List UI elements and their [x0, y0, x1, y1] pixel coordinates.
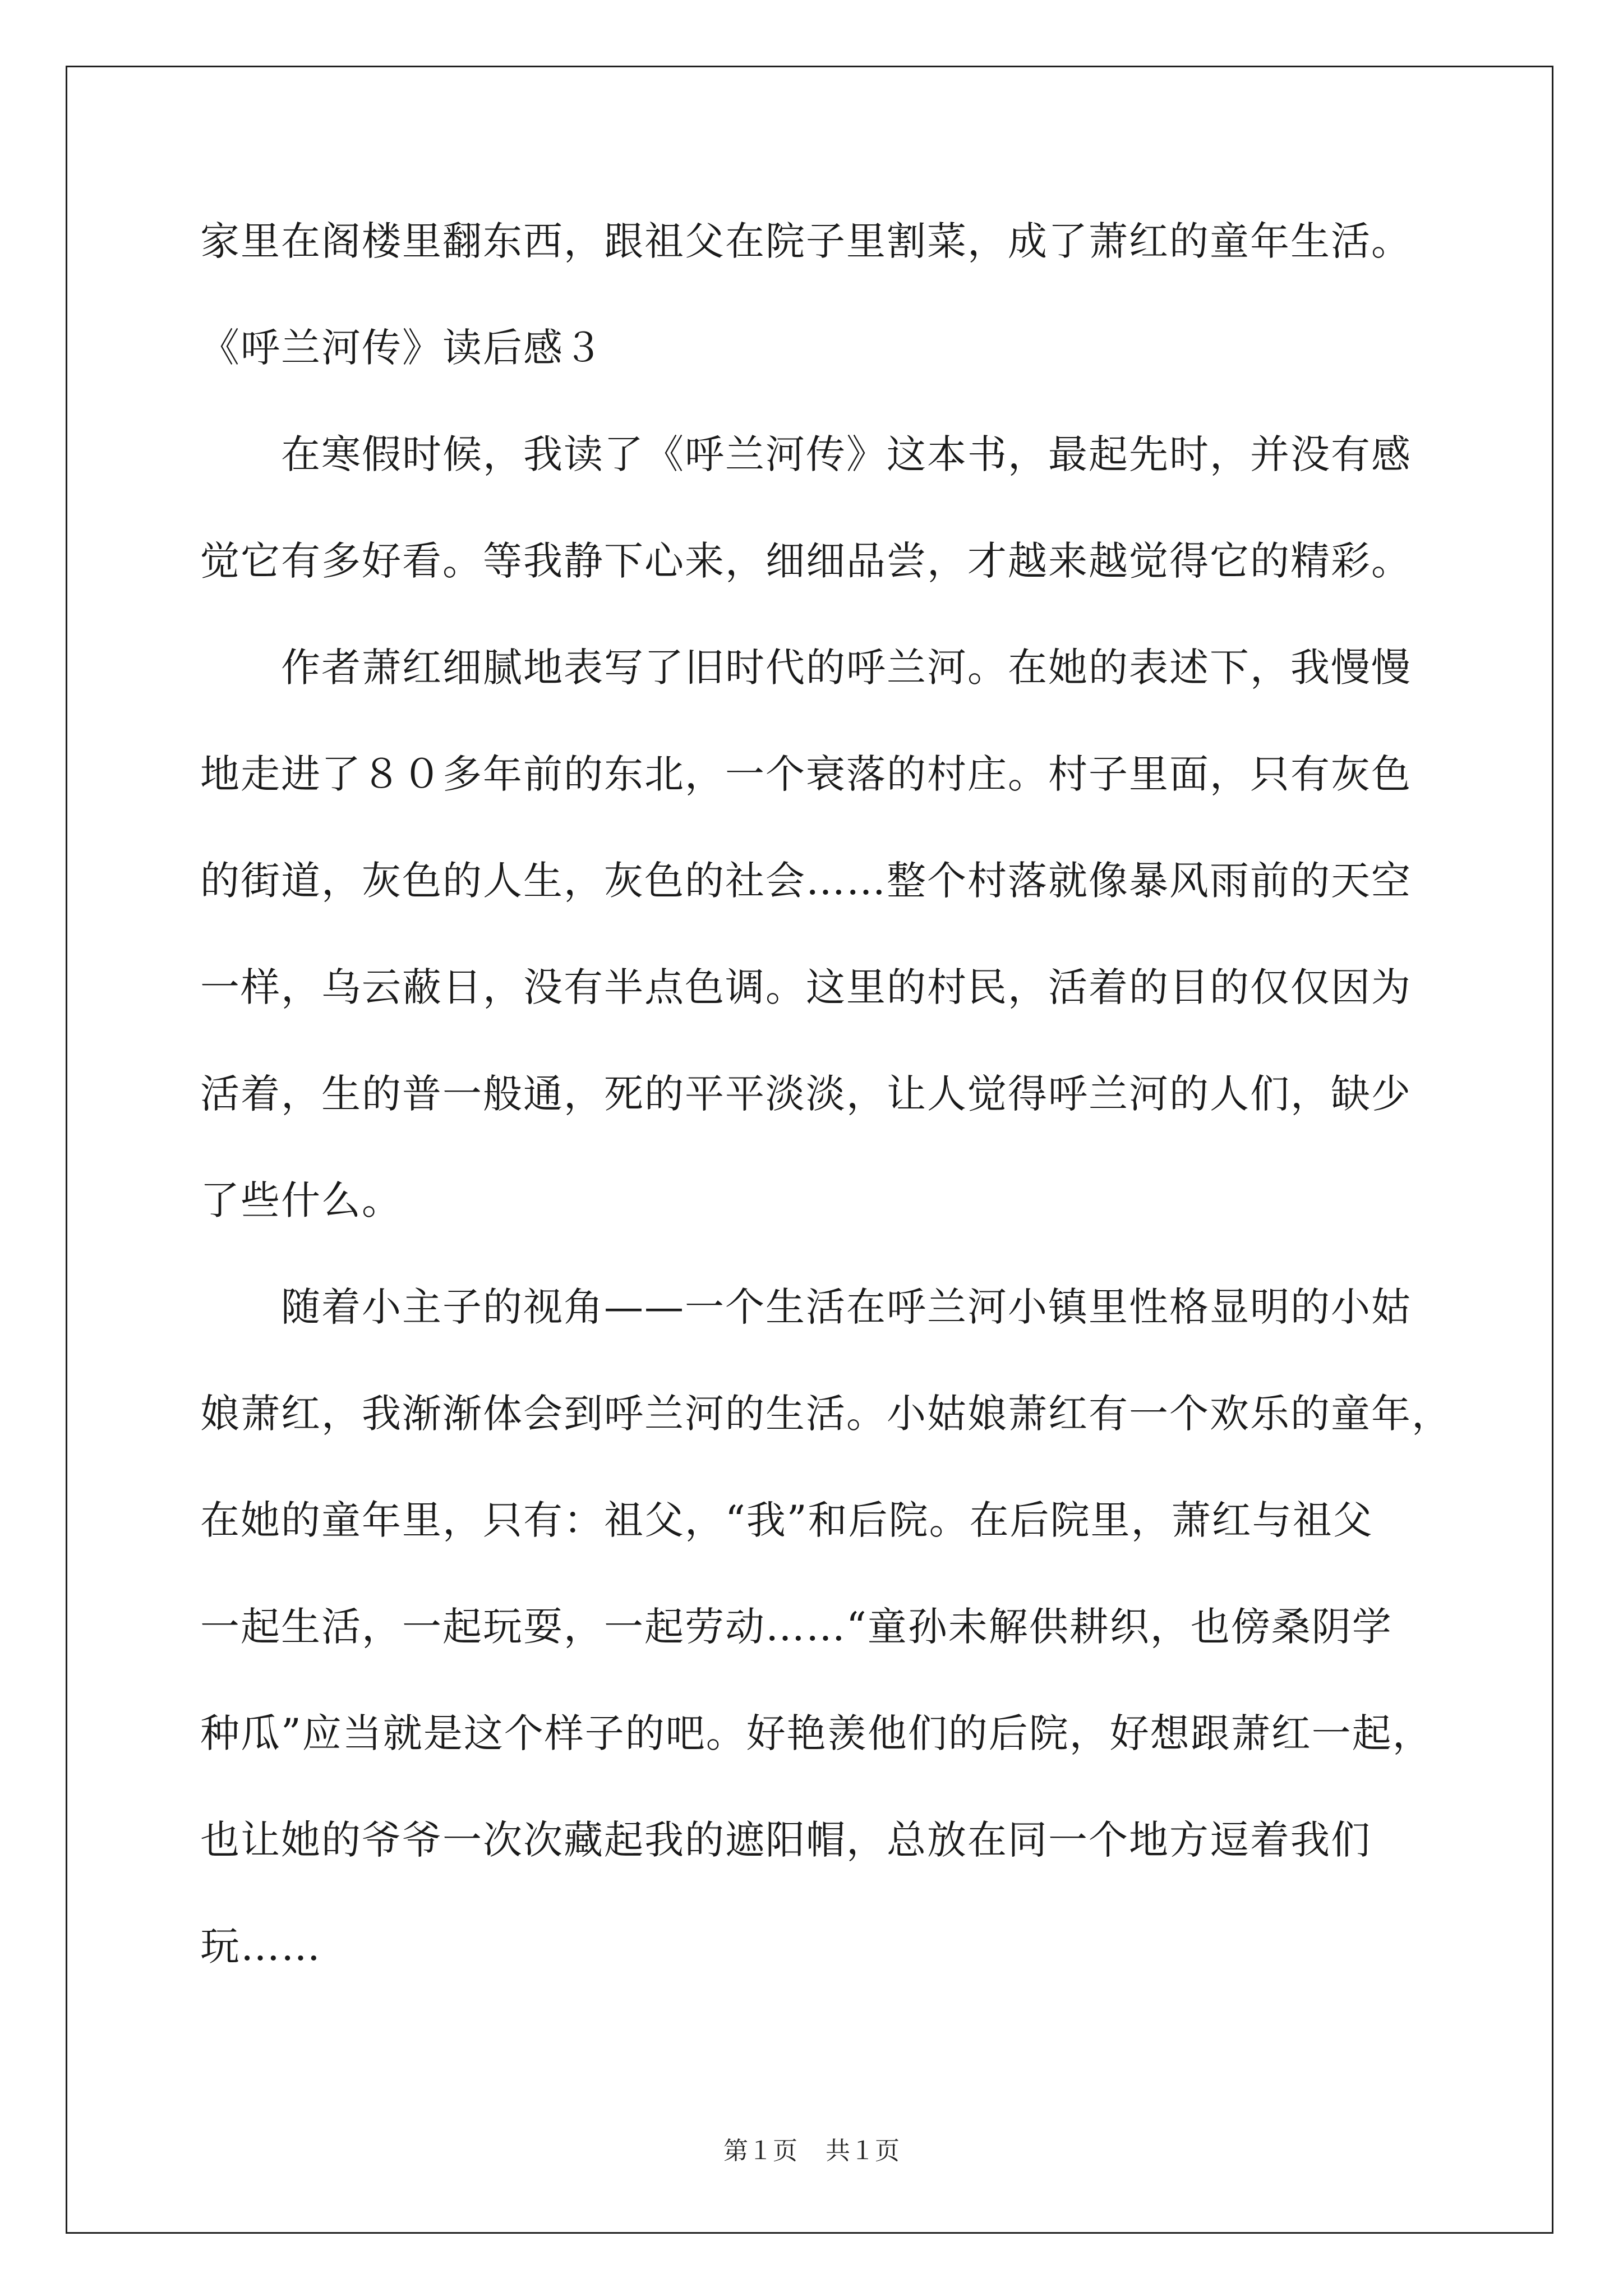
text-line: 在寒假时候，我读了《呼兰河传》这本书，最起先时，并没有感 — [200, 431, 1412, 477]
text-line: 随着小主子的视角——一个生活在呼兰河小镇里性格显明的小姑 — [200, 1284, 1412, 1330]
text-line: 一样，乌云蔽日，没有半点色调。这里的村民，活着的目的仅仅因为 — [200, 964, 1412, 1010]
text-line: 也让她的爷爷一次次藏起我的遮阳帽，总放在同一个地方逗着我们 — [200, 1817, 1371, 1863]
text-line: 地走进了８０多年前的东北，一个衰落的村庄。村子里面，只有灰色 — [200, 751, 1412, 797]
text-line: 作者萧红细腻地表写了旧时代的呼兰河。在她的表述下，我慢慢 — [200, 645, 1412, 691]
text-line: 活着，生的普一般通，死的平平淡淡，让人觉得呼兰河的人们，缺少 — [200, 1071, 1412, 1117]
page-number: 第１页 — [723, 2137, 797, 2165]
page-border — [66, 66, 1553, 2234]
text-line: 家里在阁楼里翻东西，跟祖父在院子里割菜，成了萧红的童年生活。 — [200, 218, 1412, 264]
page-footer — [0, 2134, 1623, 2168]
text-line: 的街道，灰色的人生，灰色的社会……整个村落就像暴风雨前的天空 — [200, 858, 1412, 904]
section-title: 《呼兰河传》读后感３ — [200, 325, 604, 371]
page-total: 共１页 — [826, 2137, 900, 2165]
text-line: 种瓜”应当就是这个样子的吧。好艳羡他们的后院，好想跟萧红一起， — [200, 1710, 1433, 1756]
text-line: 娘萧红，我渐渐体会到呼兰河的生活。小姑娘萧红有一个欢乐的童年， — [200, 1391, 1452, 1437]
text-line: 了些什么。 — [200, 1177, 402, 1223]
text-line: 觉它有多好看。等我静下心来，细细品尝，才越来越觉得它的精彩。 — [200, 538, 1412, 584]
text-line: 一起生活，一起玩耍，一起劳动……“童孙未解供耕织，也傍桑阴学 — [200, 1604, 1393, 1650]
text-line: 玩…… — [200, 1924, 321, 1970]
text-line: 在她的童年里，只有：祖父，“我”和后院。在后院里，萧红与祖父 — [200, 1497, 1373, 1543]
